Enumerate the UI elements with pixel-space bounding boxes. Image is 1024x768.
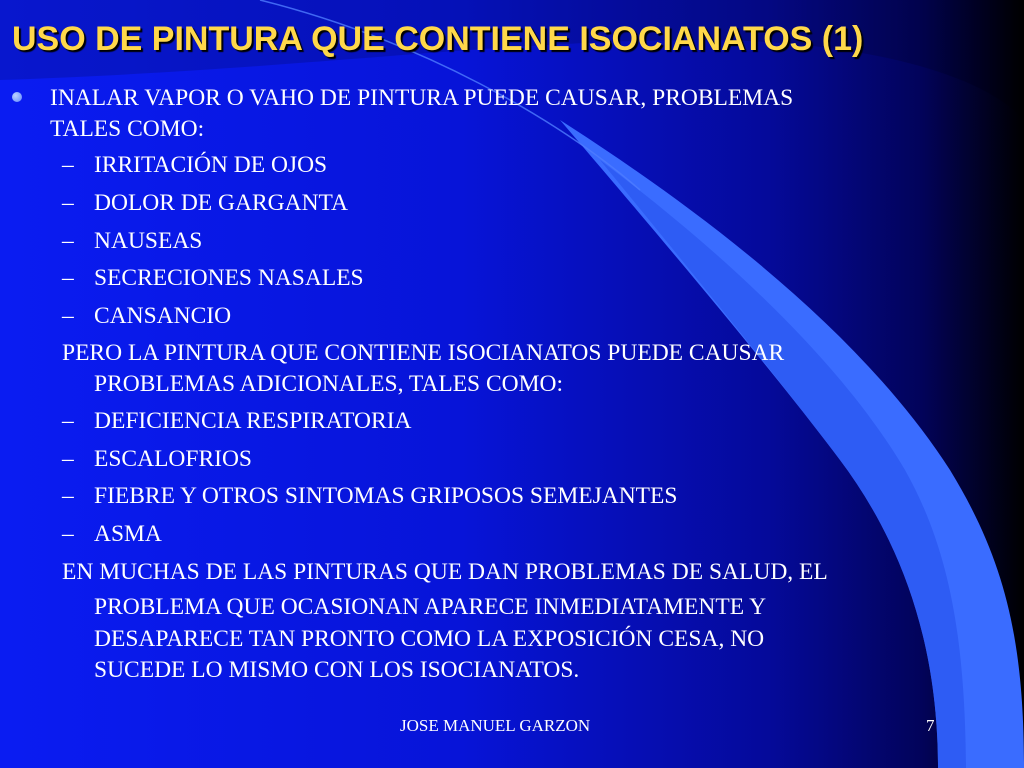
additional-item: FIEBRE Y OTROS SINTOMAS GRIPOSOS SEMEJANTES — [94, 483, 678, 509]
intro-line-2: TALES COMO: — [50, 116, 205, 142]
additional-item: DEFICIENCIA RESPIRATORIA — [94, 408, 412, 434]
closing-line: DESAPARECE TAN PRONTO COMO LA EXPOSICIÓN CESA, NO — [94, 626, 765, 652]
symptom-item: IRRITACIÓN DE OJOS — [94, 152, 328, 178]
dash-icon: – — [62, 446, 74, 472]
intro-line-1: INALAR VAPOR O VAHO DE PINTURA PUEDE CAUSAR, PROBLEMAS — [50, 85, 794, 111]
symptom-item: SECRECIONES NASALES — [94, 265, 364, 291]
additional-item: ASMA — [94, 521, 162, 547]
closing-line: PROBLEMA QUE OCASIONAN APARECE INMEDIATAMENTE Y — [94, 594, 767, 620]
symptom-item: NAUSEAS — [94, 228, 203, 254]
footer-author: JOSE MANUEL GARZON — [400, 716, 591, 735]
dash-icon: – — [62, 265, 74, 291]
bullet-icon — [12, 92, 22, 102]
dash-icon: – — [62, 483, 74, 509]
dash-icon: – — [62, 190, 74, 216]
symptom-item: CANSANCIO — [94, 303, 232, 329]
additional-intro-line-1: PERO LA PINTURA QUE CONTIENE ISOCIANATOS PUEDE CAUSAR — [62, 340, 785, 366]
dash-icon: – — [62, 521, 74, 547]
slide-title: USO DE PINTURA QUE CONTIENE ISOCIANATOS (1) — [12, 20, 864, 58]
closing-line: SUCEDE LO MISMO CON LOS ISOCIANATOS. — [94, 657, 580, 683]
dash-icon: – — [62, 152, 74, 178]
additional-intro-line-2: PROBLEMAS ADICIONALES, TALES COMO: — [94, 371, 564, 397]
additional-item: ESCALOFRIOS — [94, 446, 253, 472]
symptom-item: DOLOR DE GARGANTA — [94, 190, 348, 216]
closing-line: EN MUCHAS DE LAS PINTURAS QUE DAN PROBLEMAS DE SALUD, EL — [62, 559, 828, 585]
dash-icon: – — [62, 408, 74, 434]
page-number: 7 — [926, 716, 935, 735]
dash-icon: – — [62, 228, 74, 254]
dash-icon: – — [62, 303, 74, 329]
